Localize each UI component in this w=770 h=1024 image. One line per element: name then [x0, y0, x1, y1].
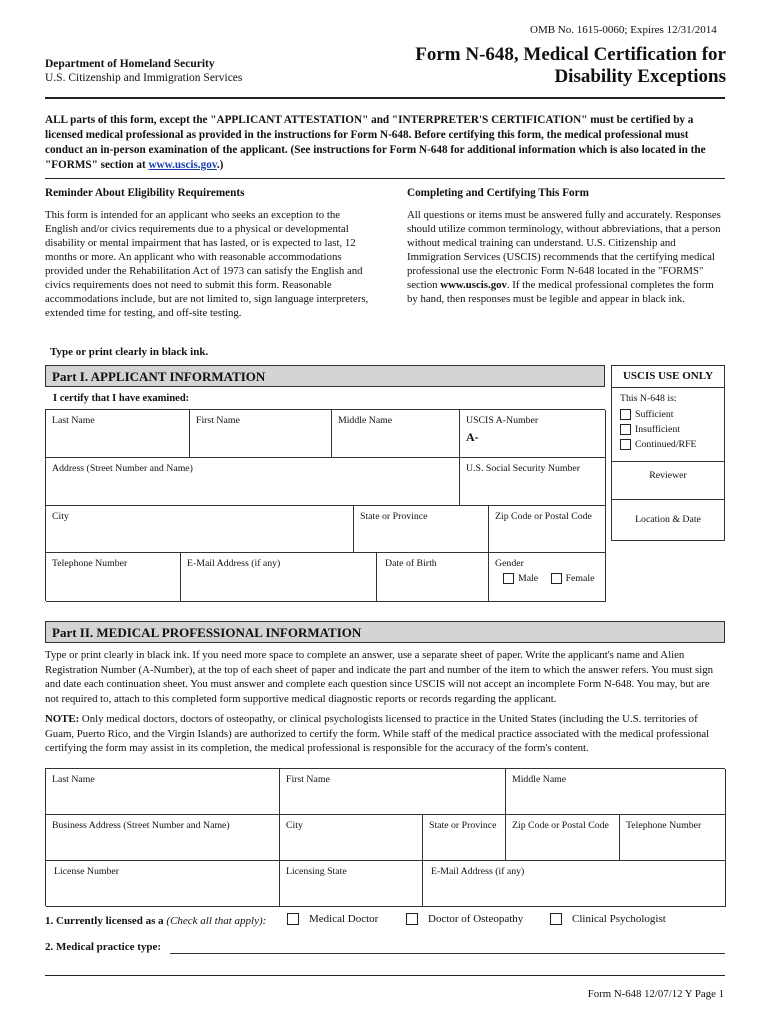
insufficient-label: Insufficient	[635, 424, 680, 435]
applicant-gender-field	[489, 553, 606, 602]
a-number-label: USCIS A-Number	[466, 415, 539, 426]
dob-label: Date of Birth	[385, 558, 437, 569]
intro-text-end: .)	[216, 159, 224, 171]
applicant-middle-name-field[interactable]	[332, 410, 460, 458]
business-address-field[interactable]	[46, 815, 280, 861]
continued-rfe-label: Continued/RFE	[635, 439, 697, 450]
doctor-first-name-label: First Name	[286, 774, 330, 785]
location-date-label: Location & Date	[635, 514, 701, 525]
doctor-zip-field[interactable]	[506, 815, 620, 861]
applicant-a-number-field[interactable]	[460, 410, 606, 458]
medical-professional-grid	[45, 768, 725, 906]
doctor-zip-label: Zip Code or Postal Code	[512, 820, 609, 831]
option-clinical-psychologist[interactable]	[550, 913, 666, 925]
licensing-state-label: Licensing State	[286, 866, 347, 877]
doctor-state-field[interactable]	[423, 815, 506, 861]
applicant-zip-label: Zip Code or Postal Code	[495, 511, 592, 522]
note-text: Only medical doctors, doctors of osteopathy, or clinical psychologists licensed to practice in the United States (including the U.S. territories of Guam, Puerto Rico, and the Virgin Islands) are authorized to certify the form. While staff of the medical practice associated with the medical professional certifying the form may assist in its completion, the medical professional is responsible for the accuracy of the form's content.	[45, 713, 710, 754]
q2-label: 2. Medical practice type:	[45, 941, 162, 953]
q1-hint: (Check all that apply):	[166, 915, 267, 927]
reminder-heading: Reminder About Eligibility Requirements	[45, 187, 245, 199]
applicant-middle-name-label: Middle Name	[338, 415, 393, 426]
uscis-is-label: This N-648 is:	[620, 393, 677, 404]
part2-header: Part II. MEDICAL PROFESSIONAL INFORMATION	[45, 621, 725, 643]
question-1	[45, 915, 266, 927]
applicant-last-name-label: Last Name	[52, 415, 95, 426]
doctor-email-label: E-Mail Address (if any)	[431, 866, 525, 877]
intro-paragraph	[45, 113, 725, 173]
applicant-first-name-field[interactable]	[190, 410, 332, 458]
a-number-prefix: A-	[466, 430, 479, 444]
uscis-link[interactable]: www.uscis.gov	[148, 159, 217, 171]
medical-doctor-checkbox[interactable]	[287, 913, 299, 925]
doctor-middle-name-label: Middle Name	[512, 774, 567, 785]
part2-instructions: Type or print clearly in black ink. If you need more space to complete an answer, use a separate sheet of paper. Write the applicant's name and Alien Registration Number (A-Number), at the top of each sheet of paper and indicate the part and number of the item to which the answer refers. You must sign and date each continuation sheet. You must answer and complete each question since USCIS will not accept an incomplete Form N-648. You may, but are not required to, attach to this completed form supportive medical diagnostic reports or records regarding the applicant.	[45, 649, 714, 705]
licensing-state-field[interactable]	[280, 861, 423, 907]
applicant-address-field[interactable]	[46, 458, 460, 506]
doctor-phone-field[interactable]	[620, 815, 726, 861]
doctor-middle-name-field[interactable]	[506, 769, 726, 815]
license-number-field[interactable]	[46, 861, 280, 907]
agency-name: U.S. Citizenship and Immigration Services	[45, 72, 243, 84]
header-divider	[45, 97, 725, 99]
doctor-state-label: State or Province	[429, 820, 497, 831]
doctor-phone-label: Telephone Number	[626, 820, 702, 831]
reminder-text: This form is intended for an applicant who seeks an exception to the English and/or civics requirements due to a physical or developmental disability or mental impairment that has lasted, or is expected to last, 12 months or more. An applicant who with reasonable accommodations provided under the Rehabilitation Act of 1973 can satisfy the English and civics requirements does not need to submit this form. Reasonable accommodations include, but are not limited to, sign language interpreters, extended time for testing, and off-site testing.	[45, 209, 369, 319]
insufficient-checkbox[interactable]	[620, 424, 631, 435]
footer-divider	[45, 975, 725, 976]
sufficient-checkbox[interactable]	[620, 409, 631, 420]
page-footer: Form N-648 12/07/12 Y Page 1	[587, 988, 724, 1000]
doctor-last-name-field[interactable]	[46, 769, 280, 815]
completing-uscis-link[interactable]: www.uscis.gov	[440, 279, 507, 291]
medical-practice-type-line[interactable]	[170, 953, 725, 954]
location-date-field[interactable]	[612, 499, 724, 541]
psychologist-label: Clinical Psychologist	[572, 913, 666, 925]
medical-doctor-label: Medical Doctor	[309, 913, 379, 925]
applicant-city-label: City	[52, 511, 69, 522]
applicant-address-label: Address (Street Number and Name)	[52, 463, 193, 474]
intro-text: ALL parts of this form, except the "APPLICANT ATTESTATION" and "INTERPRETER'S CERTIFICATION" must be certified by a licensed medical professional as provided in the instructions for Form N-648. Before certifying this form, the medical professional must conduct an in-person examination of the applicant. (See instructions for Form N-648 for additional information which is also located in the "FORMS" section at	[45, 114, 706, 171]
completing-heading: Completing and Certifying This Form	[407, 187, 589, 199]
applicant-first-name-label: First Name	[196, 415, 240, 426]
reviewer-label: Reviewer	[649, 470, 687, 481]
female-label: Female	[565, 573, 595, 584]
applicant-email-field[interactable]	[181, 553, 377, 602]
q1-label: 1. Currently licensed as a	[45, 915, 164, 927]
completing-text	[407, 208, 725, 306]
osteopathy-label: Doctor of Osteopathy	[428, 913, 524, 925]
type-print-instruction: Type or print clearly in black ink.	[50, 346, 209, 358]
business-address-label: Business Address (Street Number and Name)	[52, 820, 230, 831]
department-name: Department of Homeland Security	[45, 58, 215, 70]
doctor-email-field[interactable]	[423, 861, 726, 907]
certify-label: I certify that I have examined:	[53, 393, 190, 404]
completing-text-end: . If the medical professional completes the form by hand, then responses must be legible and appear in black ink.	[407, 279, 714, 305]
omb-number: OMB No. 1615-0060; Expires 12/31/2014	[530, 24, 717, 36]
applicant-state-label: State or Province	[360, 511, 428, 522]
applicant-dob-field[interactable]	[377, 553, 489, 602]
osteopathy-checkbox[interactable]	[406, 913, 418, 925]
ssn-label: U.S. Social Security Number	[466, 463, 581, 474]
form-title-line1: Form N-648, Medical Certification for	[415, 44, 726, 65]
continued-rfe-checkbox[interactable]	[620, 439, 631, 450]
uscis-use-header: USCIS USE ONLY	[612, 366, 724, 388]
option-doctor-osteopathy[interactable]	[406, 913, 523, 925]
doctor-first-name-field[interactable]	[280, 769, 506, 815]
form-title-line2: Disability Exceptions	[554, 66, 726, 87]
part2-note	[45, 712, 725, 756]
psychologist-checkbox[interactable]	[550, 913, 562, 925]
applicant-zip-field[interactable]	[489, 506, 606, 553]
applicant-email-label: E-Mail Address (if any)	[187, 558, 281, 569]
applicant-ssn-field[interactable]	[460, 458, 606, 506]
sufficient-label: Sufficient	[635, 409, 674, 420]
doctor-city-field[interactable]	[280, 815, 423, 861]
license-number-label: License Number	[54, 866, 120, 877]
applicant-city-field[interactable]	[46, 506, 354, 553]
doctor-last-name-label: Last Name	[52, 774, 95, 785]
part1-header: Part I. APPLICANT INFORMATION	[45, 365, 605, 387]
note-label: NOTE:	[45, 713, 80, 725]
applicant-info-grid	[45, 409, 605, 601]
applicant-last-name-field[interactable]	[46, 410, 190, 458]
applicant-state-field[interactable]	[354, 506, 489, 553]
female-checkbox[interactable]	[551, 573, 562, 584]
applicant-phone-field[interactable]	[46, 553, 181, 602]
gender-label: Gender	[495, 558, 524, 569]
male-label: Male	[518, 573, 539, 584]
uscis-use-only-box	[611, 365, 725, 541]
reviewer-field[interactable]	[612, 461, 724, 499]
intro-divider	[45, 178, 725, 179]
male-checkbox[interactable]	[503, 573, 514, 584]
applicant-phone-label: Telephone Number	[52, 558, 128, 569]
doctor-city-label: City	[286, 820, 303, 831]
option-medical-doctor[interactable]	[287, 913, 378, 925]
completing-text-start: All questions or items must be answered fully and accurately. Responses should utilize common terminology, without abbreviations, that a person without medical training can understand. U.S. Citizenship and Immigration Services (USCIS) recommends that the certifying medical professional use the electronic Form N-648 located in the "FORMS" section	[407, 209, 721, 291]
